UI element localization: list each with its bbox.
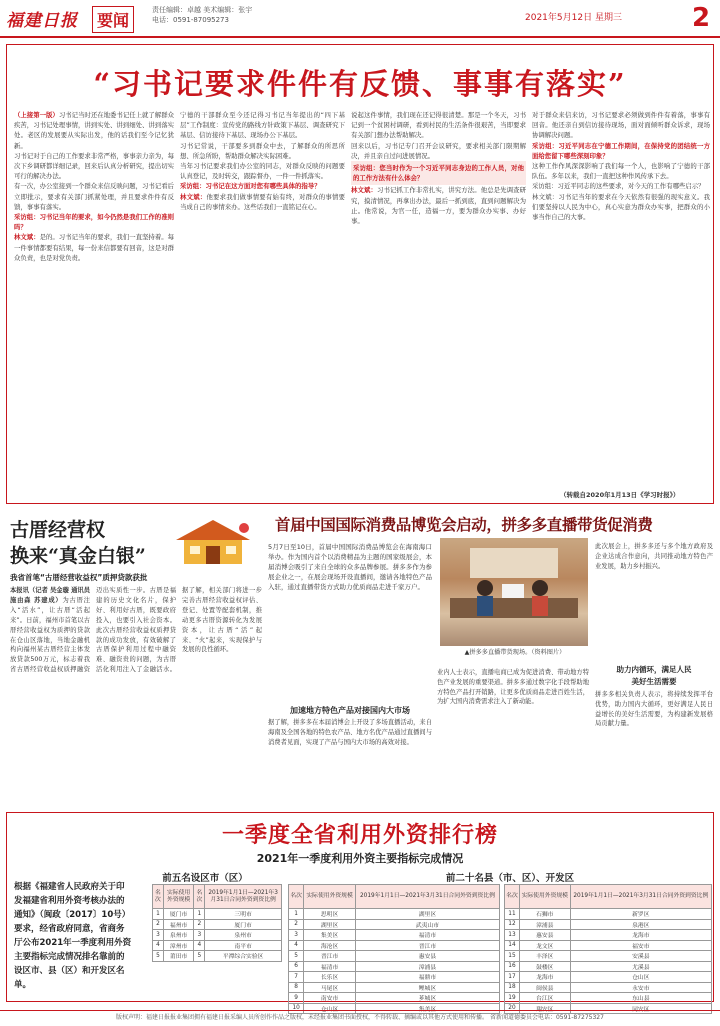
table-cell: 福清市 [355,930,499,941]
table-shape [450,598,578,618]
table-cell: 1 [289,909,304,920]
table-header-cell: 2019年1月1日—2021年3月31日合同外资到资比例 [570,885,711,909]
paragraph: 林文斌：习书记当年的要求在今天依然有很强的现实意义。我们要坚持以人民为中心，真心实意为群众办实事，把群众的小事当作自己的大事。 [532,192,710,222]
article-source: （转载自2020年1月13日《学习时报》） [560,491,680,499]
table-cell: 5 [194,951,205,962]
phone-line: 电话：0591-87095273 [152,16,229,24]
table-cell: 南平市 [205,940,282,951]
table-row [289,930,500,941]
table-header-cell: 名次 [153,885,164,909]
table-header-cell: 2019年1月1日—2021年3月31日合同外资到资比例 [355,885,499,909]
table-cell: 2 [153,919,164,930]
table-cell: 芗城区 [355,993,499,1004]
table-cell: 14 [505,940,520,951]
table-row [289,909,500,920]
table-cell: 1 [153,909,164,920]
main-article-column-2 [180,110,345,500]
table-cell: 台江区 [519,993,570,1004]
right-article-body-a: 据了解，拼多多在本届消博会上开设了多场直播活动，来自海南及全国各地的特色农产品、地方名优产品通过直播间与消费者见面，实现了产品与国内大市场的高效对接。 [268,719,432,746]
main-article-title[interactable]: “习书记要求件件有反馈、事事有落实” [93,67,627,101]
table-cell: 3 [153,930,164,941]
table-cell: 漳州市 [163,940,194,951]
right-article-col4-subhead-2: 美好生活需要 [631,677,677,686]
table-cell: 湖里区 [355,909,499,920]
paragraph: 习书记对于自己的工作要求非常严格，事事亲力亲为，每次下乡调研都详细记录，回来后认真分析研究，提出切实可行的解决办法。 [14,151,174,181]
table-cell: 长乐区 [304,972,356,983]
table-row [505,951,712,962]
backdrop-shape [470,548,558,578]
table-cell: 8 [289,982,304,993]
ranking-subtitle: 2021年一季度利用外资主要指标完成情况 [256,852,464,865]
county-ranking-table-a [288,884,500,1014]
byline: 本报讯（记者 吴金璇 通讯员 施由森 苏建成） [10,587,90,604]
table-cell: 惠安县 [355,951,499,962]
paragraph: 习书记常说，干部要多到群众中去，了解群众的所思所想、所急所盼，帮助群众解决实际困难。 [180,141,345,160]
table-cell: 2 [194,919,205,930]
editor-line: 责任编辑：卓越 美术编辑：张宇 [152,6,253,14]
page-number: 2 [692,3,711,33]
table-cell: 泉州市 [163,930,194,941]
table-cell: 1 [194,909,205,920]
table-cell: 4 [153,940,164,951]
screen-shape [502,584,524,598]
table-cell: 6 [289,961,304,972]
table-header-cell: 2019年1月1日—2021年3月31日合同外资到资比例 [205,885,282,909]
table-cell: 5 [289,951,304,962]
table-cell: 漳浦县 [355,961,499,972]
answer-label: 林文斌： [14,233,40,242]
table-cell: 7 [289,972,304,983]
paragraph: 说起这件事情，我们现在还记得很清楚。那是一个冬天，习书记到一个贫困村调研，看到村民的生活条件很艰苦，当即要求有关部门想办法帮助解决。 [351,111,526,140]
table-cell: 龙海市 [519,972,570,983]
table-cell: 龙海市 [570,930,711,941]
table-cell: 集美区 [355,1003,499,1014]
livestream-photo [440,538,588,646]
paragraph: 有一次，办公室接到一个群众来信反映问题，习书记看后立即批示，要求有关部门抓紧处理，并且要求件件有反馈，事事有落实。 [14,182,174,211]
table-cell: 丰泽区 [519,951,570,962]
table-row [153,909,282,920]
paragraph: 当年习书记要求我们办公室的同志，对群众反映的问题要认真登记，及时转交，跟踪督办，一件一件抓落实。 [180,162,345,181]
table-cell: 厦门市 [205,919,282,930]
right-article-intro: 5月7日至10日，首届中国国际消费品博览会在海南海口举办。作为国内首个以消费精品为主题的国家级展会，本届消博会吸引了来自全球的众多品牌参展。拼多多作为参展企业之一，在展会现场开设直播间，邀请各地特色产品入驻，通过直播带货方式助力优质商品走进千家万户。 [268,543,432,591]
table-cell: 安溪县 [570,951,711,962]
table-cell: 12 [505,919,520,930]
table-cell: 泉港区 [570,919,711,930]
table-cell: 龙文区 [519,940,570,951]
person-shape [532,596,548,616]
paragraph: 他要求我们做事情要有始有终，对群众的事情要当成自己的事情来办。这些话我们一直铭记在心。 [180,192,345,211]
table-header-cell: 名次 [194,885,205,909]
table-cell: 13 [505,930,520,941]
main-article-column-4 [532,110,710,490]
table-cell: 福清市 [304,961,356,972]
table-cell: 5 [153,951,164,962]
ranking-title[interactable]: 一季度全省利用外资排行榜 [221,822,498,848]
table-cell: 15 [505,951,520,962]
table-cell: 晋江市 [355,940,499,951]
table-cell: 20 [505,1003,520,1014]
table-cell: 鲤城区 [355,982,499,993]
paragraph: 为古厝注入“活水”，让古厝“活起来”。日前，福州市首笔以古厝经营收益权为质押的贷款在仓山区落地，当地金融机构向福州某古厝经营主体发放贷款500万元，标志着我省古厝经营收益权质押融资迈出实质性一步。古厝是福建的历史文化名片，保护好、利用好古厝，既要政府投入，也要引入社会资本。此次古厝经营收益权质押贷款的成功发放，有效破解了古厝保护利用过程中融资难、融资贵的问题，为古厝活化利用注入了金融活水。据了解，相关部门将进一步完善古厝经营收益权评估、登记、处置等配套机制，推动更多古厝资源转化为发展资本，让古厝“活”起来、“火”起来，实现保护与发展的良性循环。 [10,587,262,674]
left-article-subtitle: 我省首笔“古厝经营收益权”质押贷款获批 [10,573,148,582]
table-cell: 三明市 [205,909,282,920]
table-cell: 鼓楼区 [519,961,570,972]
table-row [153,919,282,930]
table-cell: 莆田市 [163,951,194,962]
table-cell: 东山县 [570,993,711,1004]
window-shape [190,546,200,554]
right-article-col4-body: 拼多多相关负责人表示，将持续发挥平台优势，助力国内大循环，更好满足人民日益增长的美好生活需要，为构建新发展格局贡献力量。 [595,691,713,728]
table-cell: 尤溪县 [570,961,711,972]
table-cell: 马尾区 [304,982,356,993]
table-row [153,951,282,962]
table-header-cell: 名次 [505,885,520,909]
right-article-col4-top: 此次展会上，拼多多还与多个地方政府及企业达成合作意向，共同推动地方特色产业发展，助力乡村振兴。 [595,543,713,570]
qa-question: 采访组：习近平同志在宁德工作期间，在保持党的团结统一方面给您留下哪些深刻印象？ [532,141,710,160]
table-cell: 闽侯县 [519,982,570,993]
table-header-cell: 实际使用外资规模 [519,885,570,909]
table-row [289,961,500,972]
table-cell: 18 [505,982,520,993]
table-cell: 3 [289,930,304,941]
table-cell: 永安市 [570,982,711,993]
qa-question: 采访组：习书记当年的要求，如今仍然是我们工作的准则吗？ [14,213,174,232]
door-shape [206,546,220,564]
table-cell: 石狮市 [519,909,570,920]
paragraph: 采访组：习近平同志的这些要求，对今天的工作有哪些启示？ [532,182,705,191]
table-cell: 4 [289,940,304,951]
table-header-cell: 实际使用外资规模 [304,885,356,909]
table-header-cell: 实际使用外资规模 [163,885,194,909]
paragraph: 习书记抓工作非常扎实，讲究方法。他总是先调查研究，摸清情况，再拿出办法，最后一抓到底，直到问题解决为止。他常说，为官一任，造福一方，要为群众办实事、办好事。 [351,186,526,226]
table-cell: 武夷山市 [355,919,499,930]
table-row [505,972,712,983]
table-cell: 17 [505,972,520,983]
table-row [505,940,712,951]
copyright-footer: 版权声明：福建日报报业集团拥有福建日报采编人员所创作作品之版权，未经报业集团书面授权，不得转载、摘编或以其他方式使用和传播。 省新闻道德委员会电话：0591-87275327 [0,1010,720,1026]
paragraph: 对于群众来信来访，习书记要求必须做到件件有着落，事事有回音。他还亲自到信访接待现场，面对面倾听群众诉求，现场协调解决问题。 [532,111,710,140]
table-row [289,972,500,983]
table-row [289,919,500,930]
table-cell: 福鼎市 [355,972,499,983]
person-shape [477,580,493,596]
table-cell: 仓山区 [304,1003,356,1014]
table-row [505,993,712,1004]
qa-question: 采访组：您当时作为一个习近平同志身边的工作人员，对他的工作方法有什么体会？ [351,161,526,185]
page-header [0,0,720,38]
table-cell: 惠安县 [519,930,570,941]
table-cell: 晋江市 [304,951,356,962]
photo-scene [440,538,588,646]
table-row [289,951,500,962]
main-article-column-1 [14,110,174,500]
table-cell: 厦门市 [163,909,194,920]
paragraph: 这种工作作风深深影响了我们每一个人，也影响了宁德的干部队伍。多年以来，我们一直把这种作风传承下去。 [532,162,710,181]
table-row [505,982,712,993]
table-row [505,909,712,920]
ranking-intro: 根据《福建省人民政府关于印发福建省利用外资考核办法的通知》（闽政〔2017〕10号）要求，经省政府同意，省商务厅公布2021年一季度利用外资主要指标完成情况排名靠前的设区市、县（区）和开发区名单。 [14,882,132,990]
table-cell: 2 [289,919,304,930]
table-cell: 3 [194,930,205,941]
table-cell: 漳浦县 [519,919,570,930]
table-cell: 16 [505,961,520,972]
table-cell: 集美区 [304,930,356,941]
roof-shape [176,520,250,540]
window-shape [226,546,236,554]
paragraph: 回来以后，习书记专门召开会议研究，要求相关部门限期解决，并且亲自过问进展情况。 [351,141,526,160]
right-article-title[interactable]: 首届中国国际消费品博览会启动，拼多多直播带货促消费 [275,516,653,534]
right-article-col4-subhead: 助力内循环，满足人民 [616,665,692,674]
main-article-column-3 [351,110,526,500]
table-cell: 思明区 [304,909,356,920]
county-ranking-table-b [504,884,712,1014]
person-shape [532,580,548,596]
ancient-house-illustration [168,514,258,566]
county-table-title: 前二十名县（市、区）、开发区 [445,873,575,884]
table-row [289,982,500,993]
table-row [289,940,500,951]
table-cell: 仓山区 [570,972,711,983]
table-cell: 19 [505,993,520,1004]
lead-marker: （上接第一版） [14,111,59,119]
table-cell: 湖里区 [304,919,356,930]
left-article-title-line-1[interactable]: 古厝经营权 [10,519,106,541]
section-label: 要闻 [92,6,134,33]
left-article-title-line-2[interactable]: 换来“真金白银” [10,545,146,567]
table-row [505,930,712,941]
table-cell: 福州市 [163,919,194,930]
table-header-row [505,885,712,909]
table-cell: 9 [289,993,304,1004]
paragraph: 习书记当时还在地委书记任上就了解群众疾苦，习书记处理事情，讲到实处、讲到细处、讲到落实处。老区的发展要从实际出发，他的话我们至今记忆犹新。 [14,111,174,150]
lantern-shape [239,523,249,533]
city-ranking-table [152,884,282,962]
table-row [153,930,282,941]
table-cell: 4 [194,940,205,951]
city-table-title: 前五名设区市（区） [162,873,248,884]
paragraph: 是的。习书记当年的要求，我们一直坚持着。每一件事情都要有结果，每一份来信都要有回音，这是对群众负责，也是对党负责。 [14,233,174,262]
paragraph: 宁德的干部群众至今还记得习书记当年提出的“四下基层”工作制度：宣传党的路线方针政策下基层、调查研究下基层、信访接待下基层、现场办公下基层。 [180,111,345,140]
table-header-cell: 名次 [289,885,304,909]
issue-date: 2021年5月12日 星期三 [525,13,622,23]
table-header-row [153,885,282,909]
table-cell: 10 [289,1003,304,1014]
table-cell: 平潭综合实验区 [205,951,282,962]
left-article-body [10,586,262,806]
table-cell: 海沧区 [304,940,356,951]
right-article-subhead: 加速地方特色产品对接国内大市场 [290,706,410,715]
table-cell: 新罗区 [570,909,711,920]
answer-label: 林文斌： [351,186,377,195]
table-cell: 南安市 [304,993,356,1004]
table-cell: 福安市 [570,940,711,951]
table-row [505,961,712,972]
table-row [289,993,500,1004]
table-row [505,919,712,930]
editor-info [152,5,312,25]
answer-label: 林文斌： [180,192,207,201]
person-shape [477,596,493,616]
table-header-row [289,885,500,909]
table-cell: 11 [505,909,520,920]
right-article-body-b: 业内人士表示，直播电商已成为促进消费、带动地方特色产业发展的重要渠道。拼多多通过数字化手段帮助地方特色产品打开销路，让更多优质商品走进百姓生活，为扩大国内消费需求注入了新动能。 [437,669,589,706]
table-cell: 同安区 [570,1003,711,1014]
table-cell: 翔安区 [519,1003,570,1014]
newspaper-logo: 福建日报 [6,11,78,31]
qa-question: 采访组：习书记在这方面对您有哪些具体的指导？ [180,182,321,191]
table-cell: 泉州市 [205,930,282,941]
photo-caption: ▲拼多多直播带货现场。（资料图片） [464,649,566,656]
table-row [153,940,282,951]
